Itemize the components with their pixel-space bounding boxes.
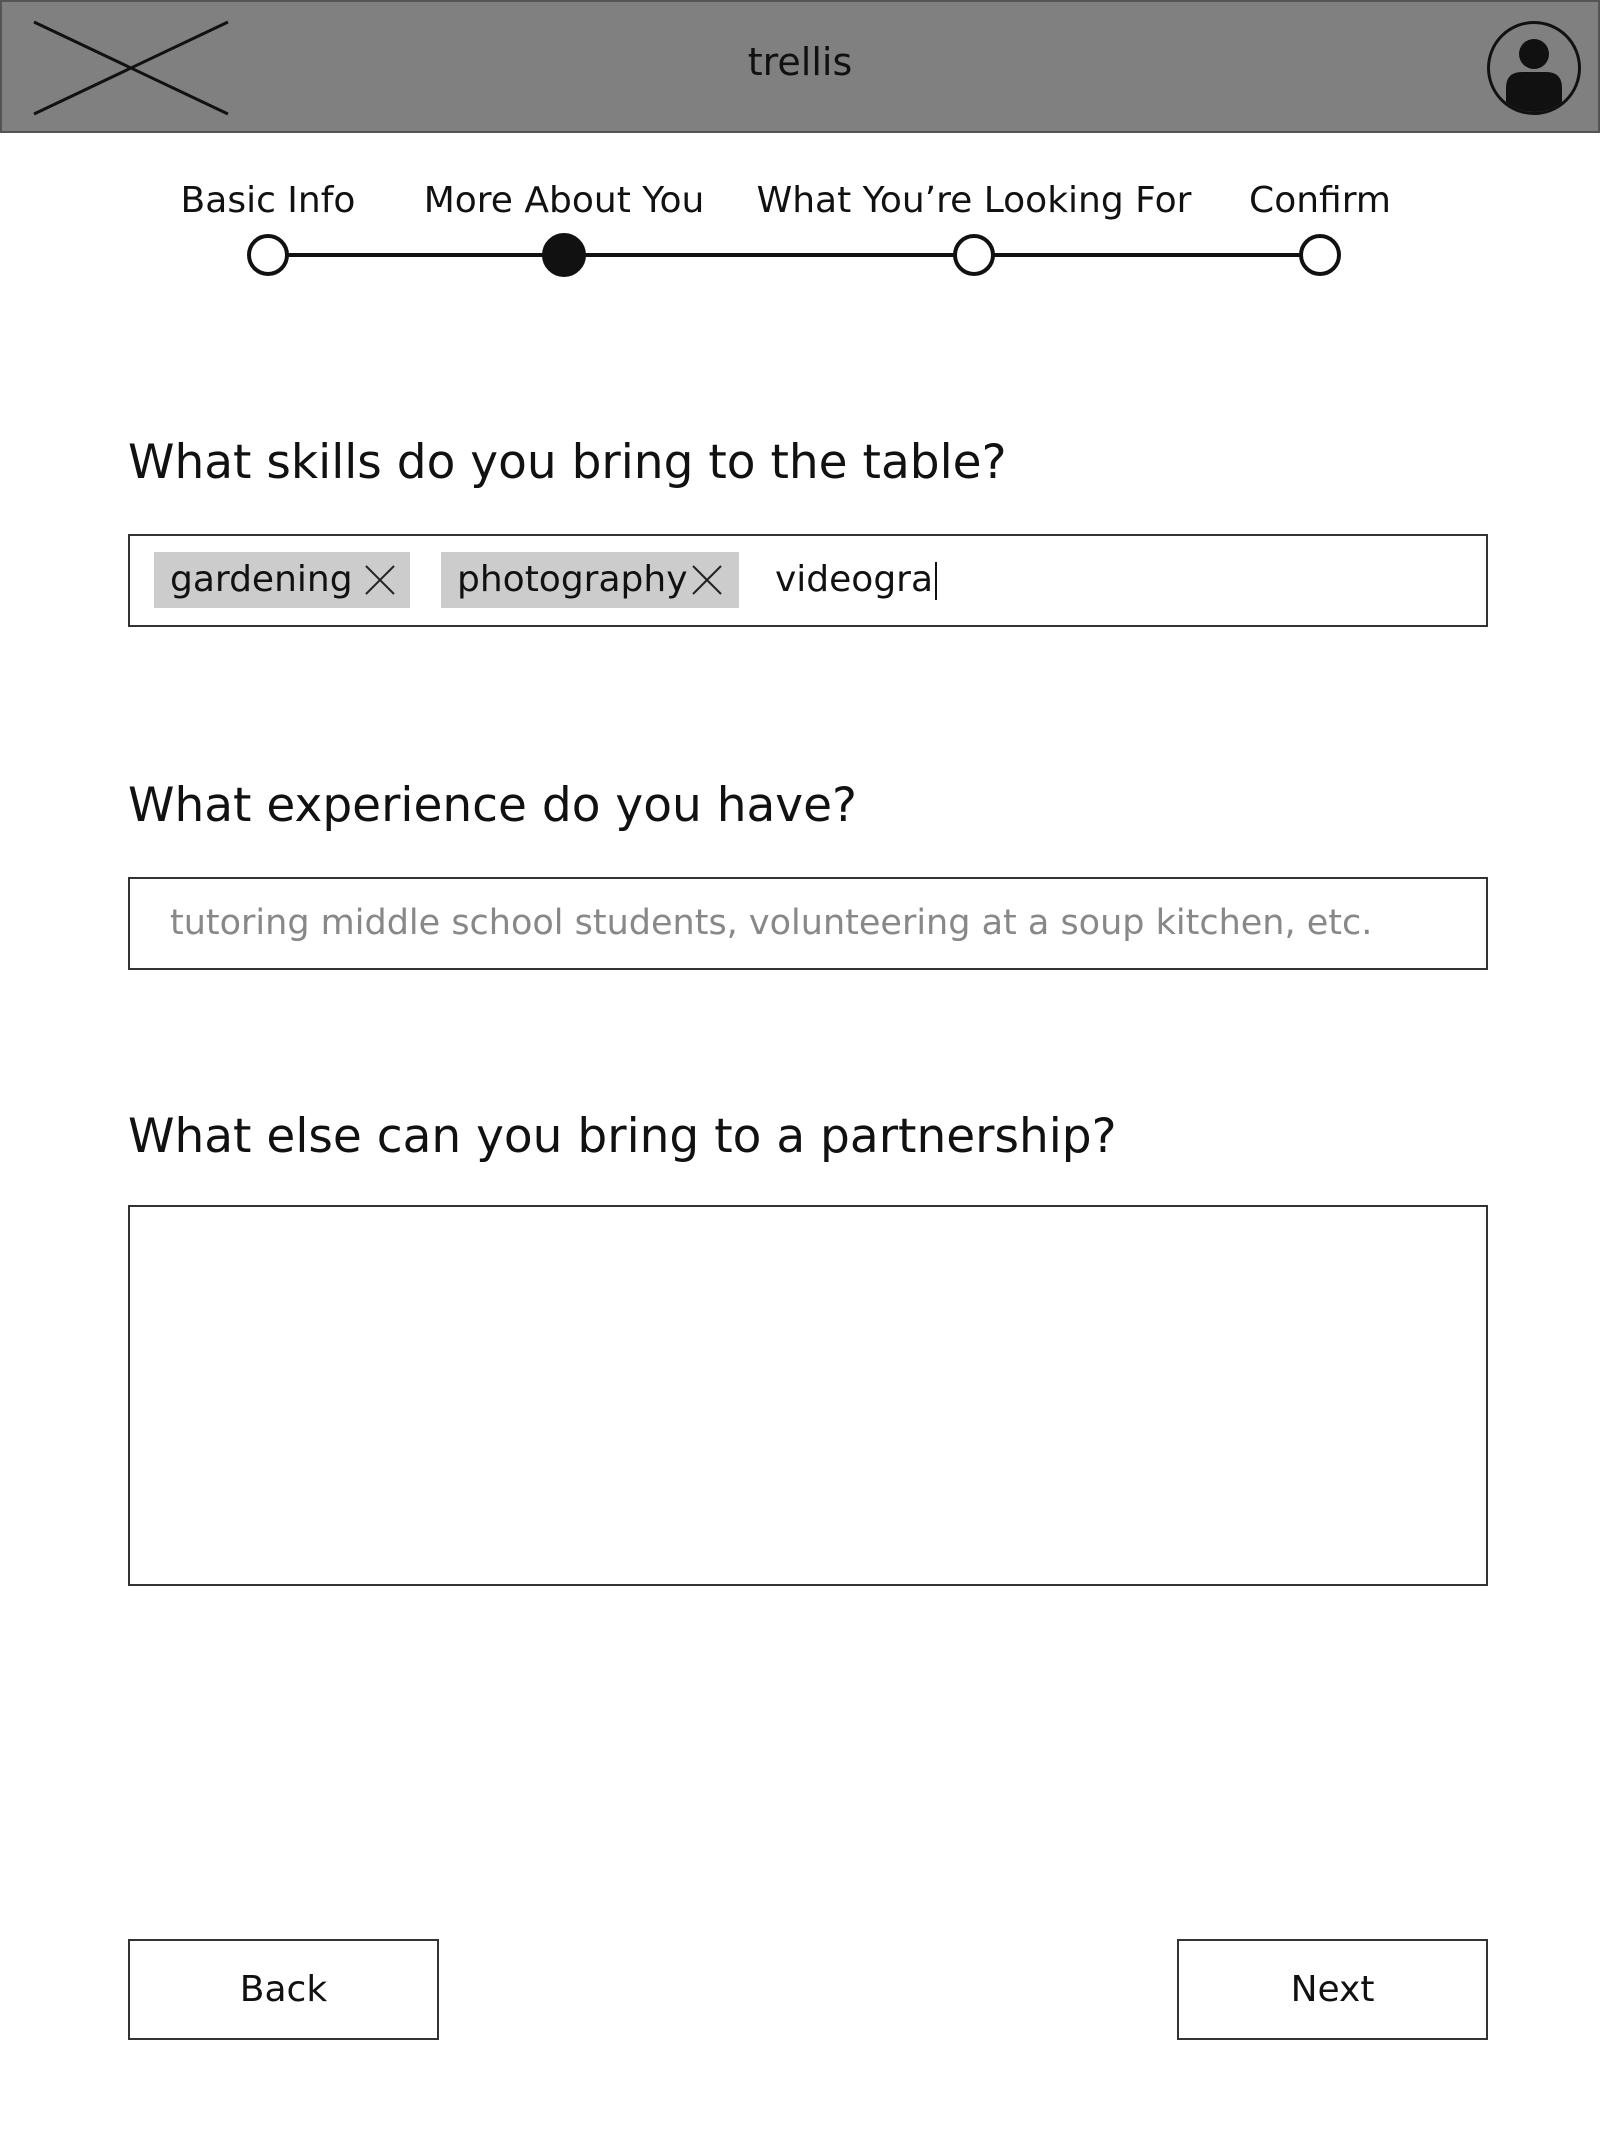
text-caret: [935, 562, 937, 600]
partnership-question: What else can you bring to a partnership?: [128, 1109, 1117, 1164]
experience-input[interactable]: [128, 877, 1488, 970]
step-dot-more-about-you[interactable]: [544, 235, 584, 275]
step-label-basic-info[interactable]: Basic Info: [180, 180, 356, 221]
step-dot-what-youre-looking-for[interactable]: [955, 236, 993, 274]
skills-tag-input[interactable]: [128, 534, 1488, 627]
app-title: trellis: [747, 40, 853, 84]
skill-tag-gardening: [154, 552, 410, 608]
experience-question: What experience do you have?: [128, 778, 857, 833]
skill-tag-label: gardening: [170, 559, 353, 600]
step-label-confirm[interactable]: Confirm: [1249, 180, 1391, 221]
skills-question: What skills do you bring to the table?: [128, 435, 1007, 490]
skill-tag-photography: [441, 552, 739, 608]
skills-typed-value: videogra: [775, 559, 934, 600]
close-icon[interactable]: [691, 564, 723, 596]
skill-tag-label: photography: [457, 559, 688, 600]
skills-typed-text[interactable]: [775, 552, 937, 608]
user-silhouette-icon: [1490, 24, 1578, 112]
step-dot-confirm[interactable]: [1301, 236, 1339, 274]
experience-placeholder: tutoring middle school students, volunteering at a soup kitchen, etc.: [170, 903, 1373, 943]
stepper-track: [0, 230, 1600, 280]
partnership-textarea[interactable]: [128, 1205, 1488, 1586]
step-label-more-about-you[interactable]: More About You: [423, 180, 705, 221]
back-button[interactable]: Back: [128, 1939, 439, 2040]
step-label-what-youre-looking-for[interactable]: What You’re Looking For: [756, 180, 1192, 221]
next-button[interactable]: Next: [1177, 1939, 1488, 2040]
user-avatar-icon[interactable]: [1487, 21, 1581, 115]
app-header: [0, 0, 1600, 133]
step-dot-basic-info[interactable]: [249, 236, 287, 274]
close-icon[interactable]: [364, 564, 396, 596]
